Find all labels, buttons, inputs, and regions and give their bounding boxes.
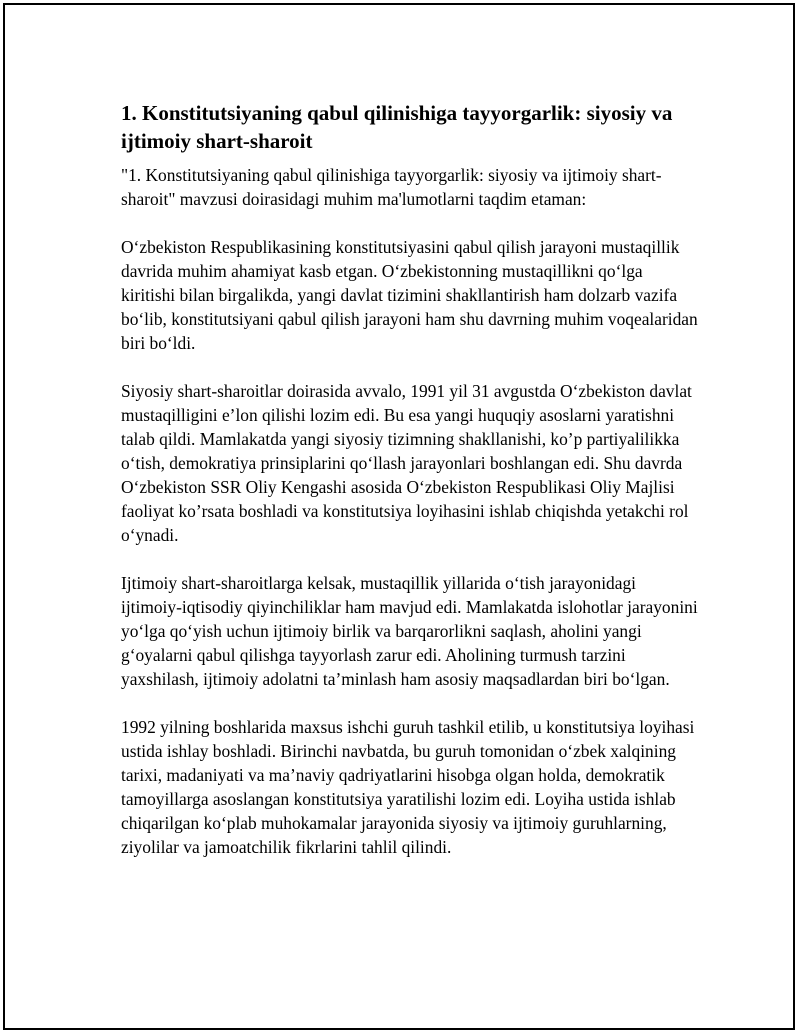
paragraph-political-conditions: Siyosiy shart-sharoitlar doirasida avvalo, 1991 yil 31 avgustda O‘zbekiston davlat mustaqilligini e’lon qilishi lozim edi. Bu esa yangi huquqiy asoslarni yaratishni talab qildi. Mamlakatda yangi siyosiy tizimning shakllanishi, ko’p partiyalilikka o‘tish, demokratiya prinsiplarini qo‘llash jarayonlari boshlangan edi. Shu davrda O‘zbekiston SSR Oliy Kengashi asosida O‘zbekiston Respublikasi Oliy Majlisi faoliyat ko’rsata boshladi va konstitutsiya loyihasini ishlab chiqishda yetakchi rol o‘ynadi. [121,381,692,545]
paragraph-working-group: 1992 yilning boshlarida maxsus ishchi guruh tashkil etilib, u konstitutsiya loyihasi ustida ishlay boshladi. Birinchi navbatda, bu guruh tomonidan o‘zbek xalqining tarixi, madaniyati va ma’naviy qadriyatlarini hisobga olgan holda, demokratik tamoyillarga asoslangan konstitutsiya yaratilishi lozim edi. Loyiha ustida ishlab chiqarilgan ko‘plab muhokamalar jarayonida siyosiy va ijtimoiy guruhlarning, ziyolilar va jamoatchilik fikrlarini tahlil qilindi. [121,717,695,857]
document-title: 1. Konstitutsiyaning qabul qilinishiga tayyorgarlik: siyosiy va ijtimoiy shart-sharoit [121,101,673,153]
page-frame [3,3,795,1030]
paragraph-intro: "1. Konstitutsiyaning qabul qilinishiga tayyorgarlik: siyosiy va ijtimoiy shart-sharoit" mavzusi doirasidagi muhim ma'lumotlarni taqdim etaman: [121,165,662,209]
document-body [121,99,701,883]
paragraph-social-conditions: Ijtimoiy shart-sharoitlarga kelsak, mustaqillik yillarida o‘tish jarayonidagi ijtimoiy-iqtisodiy qiyinchiliklar ham mavjud edi. Mamlakatda islohotlar jarayonini yo‘lga qo‘yish uchun ijtimoiy birlik va barqarorlikni saqlash, aholini yangi g‘oyalarni qabul qilishga tayyorlash zarur edi. Aholining turmush tarzini yaxshilash, ijtimoiy adolatni ta’minlash ham asosiy maqsadlardan biri bo‘lgan. [121,573,698,689]
paragraph-background: O‘zbekiston Respublikasining konstitutsiyasini qabul qilish jarayoni mustaqillik davrida muhim ahamiyat kasb etgan. O‘zbekistonning mustaqillikni qo‘lga kiritishi bilan birgalikda, yangi davlat tizimini shakllantirish ham dolzarb vazifa bo‘lib, konstitutsiyani qabul qilish jarayoni ham shu davrning muhim voqealaridan biri bo‘ldi. [121,237,698,353]
